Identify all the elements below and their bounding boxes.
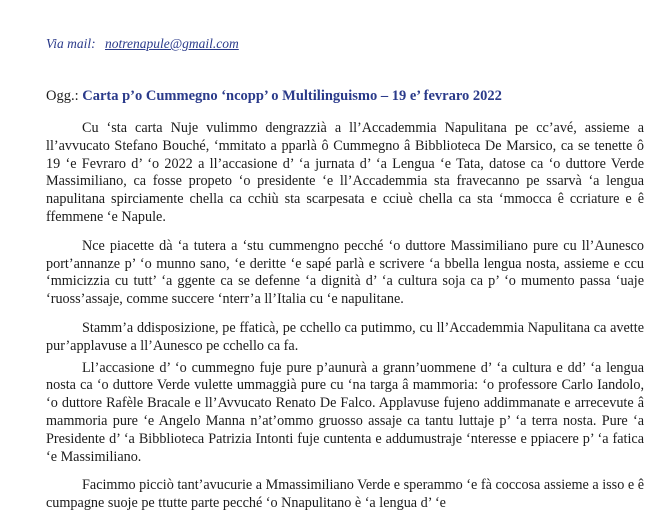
letter-body	[46, 120, 644, 524]
paragraph: Stamm’a ddisposizione, pe ffaticà, pe cchello ca putimmo, cu ll’Accademmia Napulitana ca avette pur’applavuse a ll’Aunesco pe cchello ca fa.	[46, 319, 644, 354]
via-mail-label: Via mail:	[46, 36, 96, 51]
subject-text: Carta p’o Cummegno ‘ncopp’ o Multilinguismo – 19 e’ fevraro 2022	[82, 88, 502, 104]
paragraph: Facimmo picciò tant’avucurie a Mmassimiliano Verde e sperammo ‘e fà coccosa assieme a isso e ê cumpagne suoje pe ttutte parte pecché ‘o Nnapulitano è ‘a lengua d’ ‘e	[46, 477, 644, 512]
paragraph: Cu ‘sta carta Nuje vulimmo dengrazzià a ll’Accademmia Napulitana pe cc’avé, assieme a ll’avvucato Stefano Bouché, ‘mmitato a pparlà ô Cummegno â Bibblioteca De Marsico, ca se tenette ô 19 ‘e Fevraro d’ ‘o 2022 a ll’accasione d’ ‘a jurnata d’ ‘a Lengua ‘e Tata, datose ca ‘o duttore Verde Massimiliano, ca fosse propeto ‘o presidente ‘e ll’Accademmia sta fravecanno pe ssarvà ‘a lengua napulitana spirciamente chella ca cchiù sta scarpesata e cciuè chella ca sta ‘mmocca ê ccriature e ê ffemmene ‘e Napule.	[46, 120, 644, 225]
subject-line	[46, 88, 636, 105]
subject-prefix: Ogg.:	[46, 88, 79, 104]
paragraph: Ll’accasione d’ ‘o cummegno fuje pure p’aunurà a grann’uommene d’ ‘a cultura e dd’ ‘a lengua nosta ca ‘o duttore Verde vulette ummaggià pure cu ‘na targa â mammoria: ‘o professore Carlo Iandolo, ‘o duttore Rafèle Bracale e ll’Avvucato Renato De Falco. Applavuse fujeno addimmanate e arrecevute â mammoria pure ‘e Angelo Manna n’at’ommo gruosso assaje ca tantu luttaje p’ ‘a terra nosta. Pure ‘a Presidente d’ ‘a Bibblioteca Patrizia Intonti fuje cuntenta e addumustraje ‘nteresse e ppiacere p’ ‘a fatica ‘e Massimiliano.	[46, 359, 644, 465]
paragraph: Nce piacette dà ‘a tutera a ‘stu cummengno pecché ‘o duttore Massimiliano pure cu ll’Aunesco port’annanze p’ ‘o munno sano, ‘e deritte ‘e sapé parlà e scrivere ‘a bbella lengua nosta, assieme e ccu ‘mmicizzia cu tutt’ ‘a ggente ca se defenne ‘a dignità d’ ‘a cultura soja ca p’ ‘o mumento passa ‘uaje ‘ruoss’assaje, comme succere ‘nterr’a ll’Italia cu ‘e napulitane.	[46, 237, 644, 308]
email-header	[46, 36, 239, 52]
email-link[interactable]: notrenapule@gmail.com	[105, 36, 239, 51]
